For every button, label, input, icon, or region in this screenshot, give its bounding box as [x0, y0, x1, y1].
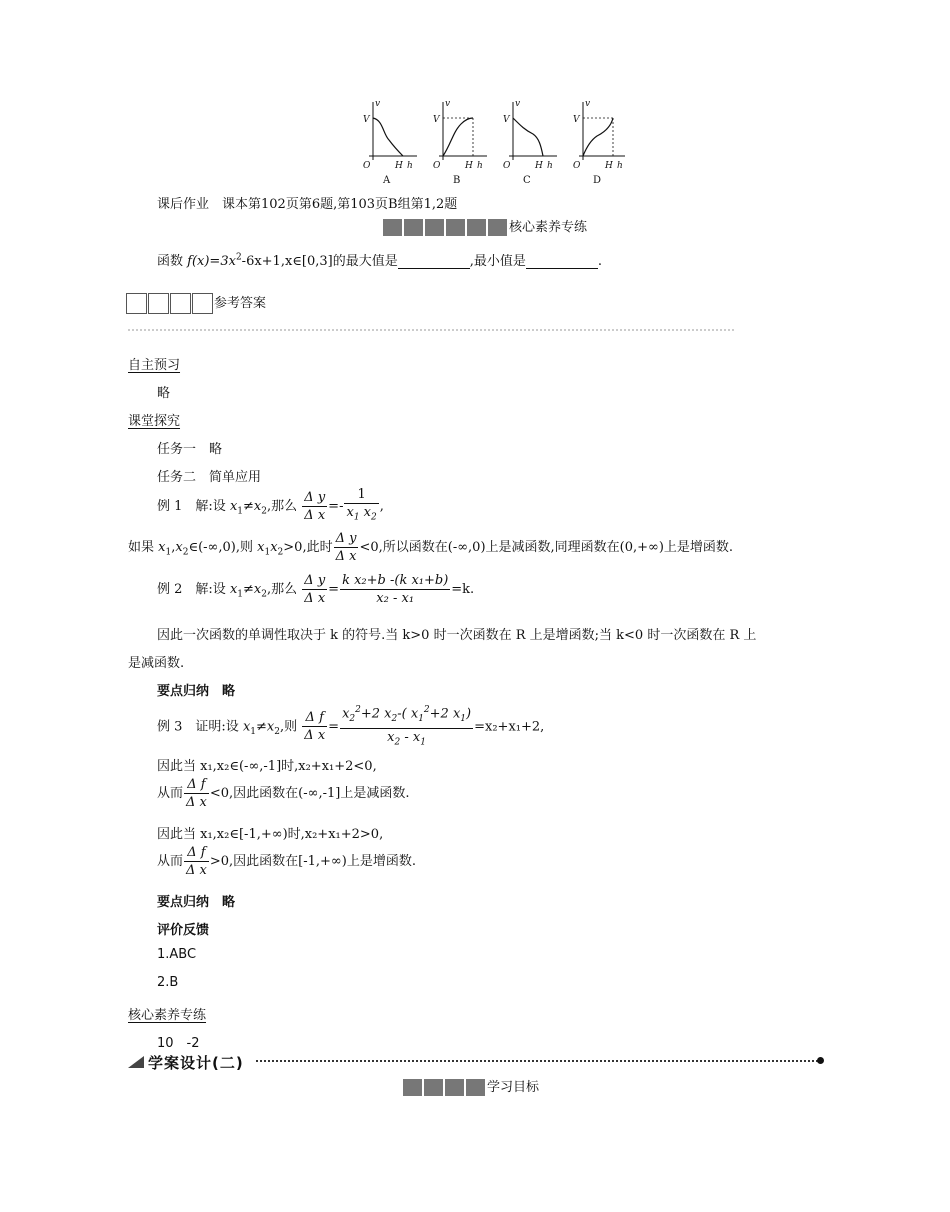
example3-l2: 从而 $\frac{\text{Δ f}}{\text{Δ x}}$ <0,因此函数在(-∞,-1]上是减函数.	[157, 777, 410, 810]
answer-blank-min[interactable]	[526, 256, 598, 269]
rule-end-dot	[817, 1057, 824, 1064]
svg-text:D: D	[593, 175, 602, 186]
svg-text:B: B	[453, 175, 461, 186]
example1-line2: 如果 $x_1,x_2\in(-\infty,0)$,则 $x_1x_2>0$,此时 $\frac{\text{Δ y}}{\text{Δ x}}$ <0,所以函数在(-∞,0)上是减函数,同理函数在(0,+∞)上是增函数.	[128, 531, 734, 564]
design-title: 学案设计(二)	[148, 1054, 244, 1072]
axis-v-a: v	[375, 99, 381, 109]
task1: 任务一 略	[157, 442, 223, 457]
feedback-1: 1.ABC	[157, 947, 197, 962]
svg-text:V: V	[433, 115, 440, 125]
preview-heading: 自主预习	[128, 358, 181, 373]
example3-l1: 因此当 x₁,x₂∈(-∞,-1]时,x₂+x₁+2<0,	[157, 759, 377, 774]
graph-c	[503, 99, 557, 186]
svg-text:O: O	[503, 161, 511, 171]
example2-para2: 是减函数.	[128, 656, 185, 671]
svg-text:H: H	[535, 161, 543, 171]
svg-text:C: C	[523, 175, 531, 186]
axis-h-a: h	[407, 161, 413, 171]
svg-text:H: H	[605, 161, 613, 171]
feedback-2: 2.B	[157, 975, 179, 990]
feedback-heading: 评价反馈	[157, 923, 210, 938]
core-answer: 10 -2	[157, 1036, 200, 1051]
design-rule	[256, 1060, 818, 1062]
corner-triangle-icon	[128, 1052, 148, 1070]
core-title-banner	[383, 216, 587, 236]
svg-text:O: O	[433, 161, 441, 171]
explore-heading: 课堂探究	[128, 414, 181, 429]
goals-banner	[403, 1076, 539, 1096]
design-banner	[128, 1052, 824, 1070]
option-graphs	[355, 96, 625, 188]
answer-blank-max[interactable]	[398, 256, 470, 269]
answers-title: 参考答案	[214, 296, 267, 311]
key-summary-1: 要点归纳 略	[157, 684, 236, 699]
example1-line1: 例 1 解:设 $x_1\ne x_2$,那么 $\frac{\text{Δ y}}{\text{Δ x}}$ =- $\frac{1}{x_1 x_2}$ ,	[157, 487, 384, 523]
svg-text:v: v	[515, 99, 521, 109]
svg-text:V: V	[573, 115, 580, 125]
graph-a	[363, 99, 417, 186]
example3-l3: 因此当 x₁,x₂∈[-1,+∞)时,x₂+x₁+2>0,	[157, 827, 384, 842]
homework-line: 课后作业 课本第102页第6题,第103页B组第1,2题	[157, 197, 458, 212]
svg-text:O: O	[573, 161, 581, 171]
dotted-divider	[128, 329, 734, 331]
answers-header	[126, 292, 266, 314]
svg-text:V: V	[503, 115, 510, 125]
svg-text:v: v	[445, 99, 451, 109]
core-heading: 核心素养专练	[128, 1008, 207, 1023]
preview-body: 略	[157, 386, 171, 401]
key-summary-2: 要点归纳 略	[157, 895, 236, 910]
core-title: 核心素养专练	[509, 220, 588, 235]
goals-title: 学习目标	[487, 1080, 540, 1095]
svg-text:v: v	[585, 99, 591, 109]
label-o-a: O	[363, 161, 371, 171]
problem-line: 函数 $f(x)=3x^2-6x+1,x\in[0,3]$的最大值是 ,最小值是 .	[157, 252, 603, 269]
svg-text:h: h	[617, 161, 623, 171]
label-h-a: H	[395, 161, 403, 171]
graph-d	[573, 99, 625, 186]
svg-text:H: H	[465, 161, 473, 171]
svg-text:h: h	[547, 161, 553, 171]
example2-para1: 因此一次函数的单调性取决于 k 的符号.当 k>0 时一次函数在 R 上是增函数;当 k<0 时一次函数在 R 上	[157, 628, 757, 643]
example3-line: 例 3 证明:设 $x_1\ne x_2$,则 $\frac{\text{Δ f}}{\text{Δ x}}$ = $\frac{x_2^2+2 x_2-( x_1^2+2 x_1)}{x_2 - x_1}$ =x₂+x₁+2,	[157, 702, 544, 752]
task2: 任务二 简单应用	[157, 470, 262, 485]
graph-b	[433, 99, 487, 186]
svg-text:h: h	[477, 161, 483, 171]
example3-l4: 从而 $\frac{\text{Δ f}}{\text{Δ x}}$ >0,因此函数在[-1,+∞)上是增函数.	[157, 845, 416, 878]
option-a: A	[383, 175, 391, 186]
example2-line: 例 2 解:设 $x_1\ne x_2$,那么 $\frac{\text{Δ y}}{\text{Δ x}}$ = $\frac{\text{k x₂+b -(k x₁+b)}}{\text{x₂ - x₁}}$ =k.	[157, 573, 475, 606]
label-v-a: V	[363, 115, 370, 125]
